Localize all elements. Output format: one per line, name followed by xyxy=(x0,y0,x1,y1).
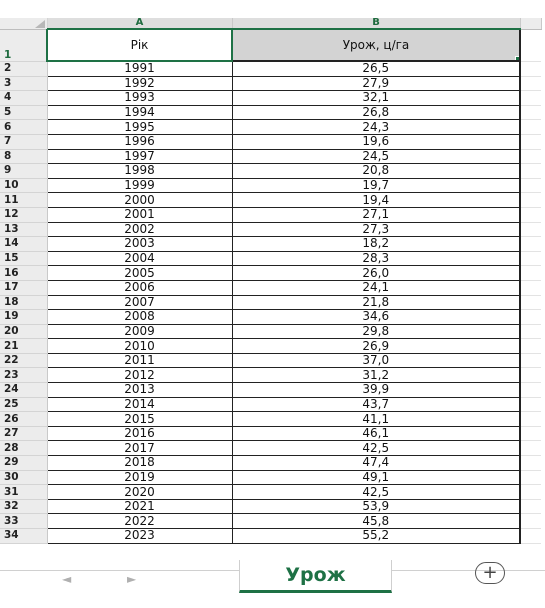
cell-year[interactable]: 1996 xyxy=(47,134,232,149)
empty-cell[interactable] xyxy=(520,178,541,193)
cell-year[interactable]: 2019 xyxy=(47,470,232,485)
empty-cell[interactable] xyxy=(520,499,541,514)
row-header[interactable]: 8 xyxy=(0,149,47,164)
cell-b1-text: Урож, ц/га xyxy=(342,38,410,52)
column-header-b[interactable]: B xyxy=(232,18,520,29)
cell-yield[interactable]: 31,2 xyxy=(232,368,520,383)
row-header[interactable]: 3 xyxy=(0,76,47,91)
row-header[interactable]: 32 xyxy=(0,499,47,514)
scroll-tabs-right-icon[interactable]: ► xyxy=(127,572,137,586)
cell-yield[interactable]: 55,2 xyxy=(232,529,520,544)
cell-yield[interactable]: 46,1 xyxy=(232,426,520,441)
table-row xyxy=(0,251,541,266)
table-row xyxy=(0,207,541,222)
cell-yield[interactable]: 26,8 xyxy=(232,105,520,120)
empty-cell[interactable] xyxy=(520,91,541,106)
cell-yield[interactable]: 41,1 xyxy=(232,412,520,427)
cell-yield[interactable]: 28,3 xyxy=(232,251,520,266)
sheet-tab-urozh[interactable]: Урож xyxy=(239,560,392,593)
row-header[interactable]: 18 xyxy=(0,295,47,310)
row-header[interactable]: 2 xyxy=(0,61,47,76)
table-row xyxy=(0,237,541,252)
cell-year[interactable]: 2016 xyxy=(47,426,232,441)
empty-cell[interactable] xyxy=(520,29,541,61)
cell-b1-yield-header[interactable] xyxy=(232,29,520,61)
sheet-tab-bar xyxy=(0,560,545,608)
cell-yield[interactable]: 47,4 xyxy=(232,456,520,471)
select-all-corner[interactable] xyxy=(0,18,47,29)
row-header[interactable]: 21 xyxy=(0,339,47,354)
cell-a1-year-header[interactable]: Рік xyxy=(47,29,232,61)
row-header[interactable]: 5 xyxy=(0,105,47,120)
table-row xyxy=(0,310,541,325)
empty-cell[interactable] xyxy=(520,368,541,383)
cell-yield[interactable]: 26,0 xyxy=(232,266,520,281)
table-row xyxy=(0,339,541,354)
cell-year[interactable]: 1991 xyxy=(47,61,232,76)
cell-year[interactable]: 2007 xyxy=(47,295,232,310)
cell-year[interactable]: 2021 xyxy=(47,499,232,514)
cell-yield[interactable]: 19,7 xyxy=(232,178,520,193)
row-header[interactable]: 30 xyxy=(0,470,47,485)
empty-cell[interactable] xyxy=(520,61,541,76)
cell-year[interactable]: 2003 xyxy=(47,237,232,252)
cell-year[interactable]: 1998 xyxy=(47,164,232,179)
cell-year[interactable]: 2010 xyxy=(47,339,232,354)
cell-yield[interactable]: 24,1 xyxy=(232,280,520,295)
row-header[interactable]: 11 xyxy=(0,193,47,208)
row-header[interactable]: 27 xyxy=(0,426,47,441)
table-row xyxy=(0,266,541,281)
row-header[interactable]: 22 xyxy=(0,353,47,368)
cell-year[interactable]: 2014 xyxy=(47,397,232,412)
cell-year[interactable]: 1995 xyxy=(47,120,232,135)
cell-year[interactable]: 2004 xyxy=(47,251,232,266)
table-row xyxy=(0,324,541,339)
table-row xyxy=(0,193,541,208)
row-header[interactable]: 19 xyxy=(0,310,47,325)
table-row xyxy=(0,499,541,514)
row-header[interactable]: 20 xyxy=(0,324,47,339)
cell-yield[interactable]: 43,7 xyxy=(232,397,520,412)
cell-year[interactable]: 2002 xyxy=(47,222,232,237)
fill-handle[interactable] xyxy=(515,56,520,61)
cell-yield[interactable]: 32,1 xyxy=(232,91,520,106)
empty-cell[interactable] xyxy=(520,412,541,427)
cell-yield[interactable]: 39,9 xyxy=(232,383,520,398)
empty-cell[interactable] xyxy=(520,397,541,412)
table-row xyxy=(0,61,541,76)
cell-yield[interactable]: 27,1 xyxy=(232,207,520,222)
empty-cell[interactable] xyxy=(520,164,541,179)
grid-table xyxy=(0,18,542,544)
row-header[interactable]: 24 xyxy=(0,383,47,398)
row-header[interactable]: 4 xyxy=(0,91,47,106)
table-row xyxy=(0,134,541,149)
row-header[interactable]: 14 xyxy=(0,237,47,252)
table-row xyxy=(0,222,541,237)
table-row xyxy=(0,470,541,485)
table-row xyxy=(0,149,541,164)
cell-year[interactable]: 2008 xyxy=(47,310,232,325)
empty-cell[interactable] xyxy=(520,207,541,222)
table-row xyxy=(0,295,541,310)
empty-cell[interactable] xyxy=(520,310,541,325)
cell-year[interactable]: 2017 xyxy=(47,441,232,456)
empty-cell[interactable] xyxy=(520,514,541,529)
empty-cell[interactable] xyxy=(520,120,541,135)
table-row xyxy=(0,353,541,368)
empty-cell[interactable] xyxy=(520,485,541,500)
empty-cell[interactable] xyxy=(520,383,541,398)
empty-cell[interactable] xyxy=(520,134,541,149)
cell-year[interactable]: 1993 xyxy=(47,91,232,106)
empty-cell[interactable] xyxy=(520,280,541,295)
cell-yield[interactable]: 37,0 xyxy=(232,353,520,368)
empty-cell[interactable] xyxy=(520,441,541,456)
cell-yield[interactable]: 53,9 xyxy=(232,499,520,514)
row-header[interactable]: 1 xyxy=(0,29,47,61)
cell-yield[interactable]: 19,6 xyxy=(232,134,520,149)
table-row xyxy=(0,29,541,61)
cell-year[interactable]: 2006 xyxy=(47,280,232,295)
table-row xyxy=(0,514,541,529)
row-header[interactable]: 34 xyxy=(0,529,47,544)
cell-year[interactable]: 1999 xyxy=(47,178,232,193)
table-row xyxy=(0,91,541,106)
row-header[interactable]: 12 xyxy=(0,207,47,222)
cell-yield[interactable]: 42,5 xyxy=(232,441,520,456)
table-row xyxy=(0,412,541,427)
empty-cell[interactable] xyxy=(520,470,541,485)
empty-cell[interactable] xyxy=(520,339,541,354)
scroll-tabs-left-icon[interactable]: ◄ xyxy=(62,572,72,586)
cell-year[interactable]: 2013 xyxy=(47,383,232,398)
cell-year[interactable]: 1997 xyxy=(47,149,232,164)
cell-year[interactable]: 2015 xyxy=(47,412,232,427)
row-header[interactable]: 31 xyxy=(0,485,47,500)
cell-year[interactable]: 2018 xyxy=(47,456,232,471)
empty-cell[interactable] xyxy=(520,193,541,208)
empty-cell[interactable] xyxy=(520,222,541,237)
empty-cell[interactable] xyxy=(520,295,541,310)
table-row xyxy=(0,456,541,471)
row-header[interactable]: 26 xyxy=(0,412,47,427)
cell-year[interactable]: 2012 xyxy=(47,368,232,383)
cell-year[interactable]: 2005 xyxy=(47,266,232,281)
empty-cell[interactable] xyxy=(520,456,541,471)
row-header[interactable]: 13 xyxy=(0,222,47,237)
cell-year[interactable]: 1994 xyxy=(47,105,232,120)
cell-year[interactable]: 2011 xyxy=(47,353,232,368)
cell-year[interactable]: 2000 xyxy=(47,193,232,208)
row-header[interactable]: 25 xyxy=(0,397,47,412)
cell-year[interactable]: 2009 xyxy=(47,324,232,339)
cell-yield[interactable]: 27,9 xyxy=(232,76,520,91)
table-row xyxy=(0,397,541,412)
column-header-a[interactable]: A xyxy=(47,18,232,29)
empty-cell[interactable] xyxy=(520,105,541,120)
cell-yield[interactable]: 21,8 xyxy=(232,295,520,310)
empty-cell[interactable] xyxy=(520,149,541,164)
empty-cell[interactable] xyxy=(520,76,541,91)
table-row xyxy=(0,120,541,135)
cell-yield[interactable]: 26,9 xyxy=(232,339,520,354)
row-header[interactable]: 10 xyxy=(0,178,47,193)
cell-yield[interactable]: 45,8 xyxy=(232,514,520,529)
cell-yield[interactable]: 42,5 xyxy=(232,485,520,500)
table-row xyxy=(0,441,541,456)
row-header[interactable]: 17 xyxy=(0,280,47,295)
table-row xyxy=(0,164,541,179)
row-header[interactable]: 33 xyxy=(0,514,47,529)
cell-year[interactable]: 2023 xyxy=(47,529,232,544)
cell-year[interactable]: 1992 xyxy=(47,76,232,91)
cell-yield[interactable]: 34,6 xyxy=(232,310,520,325)
table-row xyxy=(0,529,541,544)
cell-yield[interactable]: 29,8 xyxy=(232,324,520,339)
empty-cell[interactable] xyxy=(520,353,541,368)
empty-cell[interactable] xyxy=(520,266,541,281)
row-header[interactable]: 28 xyxy=(0,441,47,456)
cell-year[interactable]: 2001 xyxy=(47,207,232,222)
row-header[interactable]: 7 xyxy=(0,134,47,149)
cell-yield[interactable]: 26,5 xyxy=(232,61,520,76)
cell-yield[interactable]: 19,4 xyxy=(232,193,520,208)
empty-cell[interactable] xyxy=(520,324,541,339)
row-header[interactable]: 23 xyxy=(0,368,47,383)
add-sheet-icon[interactable]: + xyxy=(475,562,505,584)
cell-yield[interactable]: 49,1 xyxy=(232,470,520,485)
row-header[interactable]: 6 xyxy=(0,120,47,135)
cell-yield[interactable]: 24,3 xyxy=(232,120,520,135)
cell-yield[interactable]: 24,5 xyxy=(232,149,520,164)
table-row xyxy=(0,76,541,91)
row-header[interactable]: 15 xyxy=(0,251,47,266)
cell-yield[interactable]: 20,8 xyxy=(232,164,520,179)
table-row xyxy=(0,178,541,193)
table-row xyxy=(0,426,541,441)
table-row xyxy=(0,485,541,500)
empty-cell[interactable] xyxy=(520,426,541,441)
column-header-rest xyxy=(520,18,541,29)
table-row xyxy=(0,105,541,120)
table-row xyxy=(0,368,541,383)
row-header[interactable]: 16 xyxy=(0,266,47,281)
empty-cell[interactable] xyxy=(520,529,541,544)
row-header[interactable]: 9 xyxy=(0,164,47,179)
empty-cell[interactable] xyxy=(520,251,541,266)
cell-year[interactable]: 2022 xyxy=(47,514,232,529)
empty-cell[interactable] xyxy=(520,237,541,252)
cell-yield[interactable]: 18,2 xyxy=(232,237,520,252)
table-row xyxy=(0,280,541,295)
spreadsheet-grid xyxy=(0,18,542,544)
table-row xyxy=(0,383,541,398)
cell-yield[interactable]: 27,3 xyxy=(232,222,520,237)
row-header[interactable]: 29 xyxy=(0,456,47,471)
cell-year[interactable]: 2020 xyxy=(47,485,232,500)
